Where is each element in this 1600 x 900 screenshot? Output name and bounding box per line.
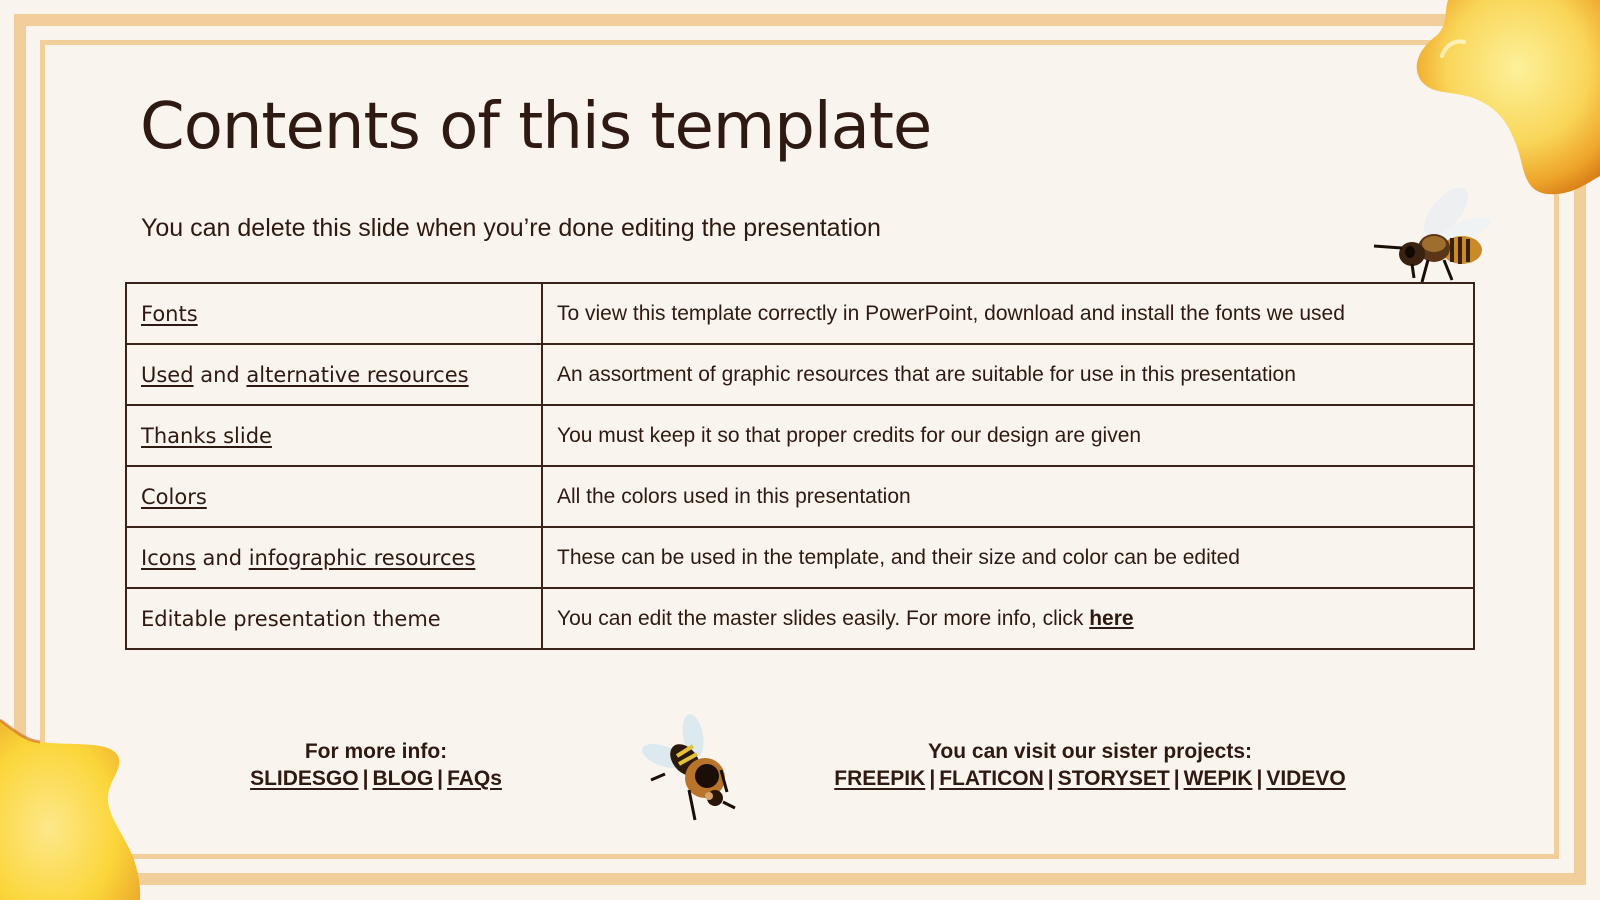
- storyset-link[interactable]: STORYSET: [1057, 767, 1170, 790]
- footer-more-info-heading: For more info:: [304, 740, 448, 763]
- table-row: [126, 588, 1474, 649]
- table-cell-section: [126, 588, 542, 649]
- separator: |: [437, 767, 444, 790]
- icons-link[interactable]: Icons: [141, 545, 196, 570]
- thanks-slide-link[interactable]: Thanks slide: [141, 423, 272, 448]
- flaticon-link[interactable]: FLATICON: [939, 767, 1044, 790]
- description-text: You can edit the master slides easily. For more info, click: [557, 606, 1090, 630]
- table-cell-section: [126, 344, 542, 405]
- table-row: [126, 527, 1474, 588]
- faqs-link[interactable]: FAQs: [447, 767, 502, 790]
- table-cell-section: [126, 405, 542, 466]
- colors-link[interactable]: Colors: [141, 484, 207, 509]
- page-subtitle: You can delete this slide when you’re done editing the presentation: [141, 214, 881, 242]
- bee-icon: [635, 712, 745, 824]
- separator: |: [929, 767, 936, 790]
- table-row: [126, 405, 1474, 466]
- alternative-resources-link[interactable]: alternative resources: [246, 362, 469, 387]
- footer-sister-projects: [780, 738, 1400, 792]
- footer-more-info-links: [226, 765, 526, 792]
- table-cell-section: [126, 466, 542, 527]
- honey-drip-icon: [0, 690, 150, 900]
- footer-more-info: [226, 738, 526, 792]
- description-text: To view this template correctly in PowerPoint, download and install the fonts we used: [557, 301, 1345, 325]
- connector-text: and: [193, 362, 247, 387]
- bee-icon: [1372, 182, 1496, 282]
- separator: |: [1173, 767, 1180, 790]
- table-cell-section: [126, 527, 542, 588]
- wepik-link[interactable]: WEPIK: [1183, 767, 1253, 790]
- table-cell-description: [542, 527, 1474, 588]
- contents-table: [125, 282, 1475, 650]
- slidesgo-link[interactable]: SLIDESGO: [250, 767, 359, 790]
- table-cell-description: [542, 588, 1474, 649]
- description-text: You must keep it so that proper credits for our design are given: [557, 423, 1142, 447]
- separator: |: [1047, 767, 1054, 790]
- used-resources-link[interactable]: Used: [141, 362, 194, 387]
- separator: |: [362, 767, 369, 790]
- description-text: An assortment of graphic resources that are suitable for use in this presentation: [557, 362, 1296, 386]
- fonts-link[interactable]: Fonts: [141, 301, 198, 326]
- videvo-link[interactable]: VIDEVO: [1266, 767, 1346, 790]
- table-row: [126, 466, 1474, 527]
- editable-theme-text: Editable presentation theme: [141, 606, 441, 631]
- table-cell-description: [542, 405, 1474, 466]
- footer-sister-projects-links: [780, 765, 1400, 792]
- table-cell-description: [542, 344, 1474, 405]
- separator: |: [1256, 767, 1263, 790]
- infographic-resources-link[interactable]: infographic resources: [248, 545, 476, 570]
- connector-text: and: [195, 545, 249, 570]
- freepik-link[interactable]: FREEPIK: [834, 767, 926, 790]
- table-cell-description: [542, 283, 1474, 344]
- table-cell-section: [126, 283, 542, 344]
- description-text: These can be used in the template, and their size and color can be edited: [557, 545, 1240, 569]
- blog-link[interactable]: BLOG: [372, 767, 434, 790]
- honey-drip-icon: [1400, 0, 1600, 200]
- description-text: All the colors used in this presentation: [557, 484, 911, 508]
- here-link[interactable]: here: [1089, 606, 1134, 630]
- footer-sister-projects-heading: You can visit our sister projects:: [927, 740, 1253, 763]
- page-title: Contents of this template: [140, 90, 932, 164]
- table-row: [126, 283, 1474, 344]
- table-row: [126, 344, 1474, 405]
- table-cell-description: [542, 466, 1474, 527]
